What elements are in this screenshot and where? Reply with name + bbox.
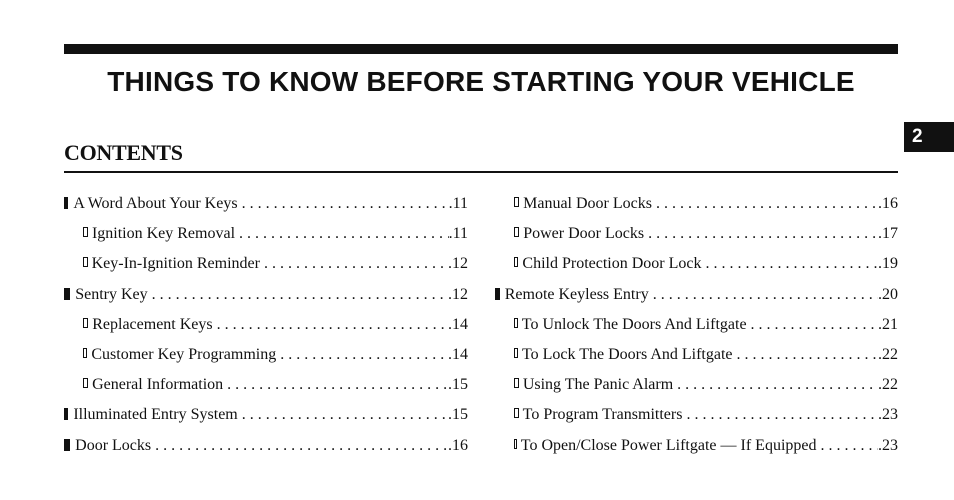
top-rule <box>64 44 898 54</box>
toc-entry-page: .12 <box>448 285 468 303</box>
dot-leader <box>652 189 878 219</box>
hollow-square-bullet-icon <box>83 257 88 267</box>
toc-entry-page: .16 <box>878 195 898 212</box>
filled-square-bullet-icon <box>495 288 500 300</box>
toc-left-column <box>64 189 468 461</box>
toc-entry-label: General Information <box>92 376 224 394</box>
dot-leader <box>238 400 448 430</box>
hollow-square-bullet-icon <box>514 408 519 418</box>
contents-heading: CONTENTS <box>64 140 183 165</box>
contents-rule <box>64 171 898 173</box>
dot-leader <box>238 189 449 219</box>
toc-entry-page: .12 <box>448 255 468 273</box>
toc-entry-page: .20 <box>878 285 898 303</box>
toc-entry-page: .23 <box>878 406 898 424</box>
toc-entry-page: .11 <box>448 225 468 243</box>
toc-entry-page: .11 <box>448 195 468 212</box>
toc-entry-page: .16 <box>448 436 468 454</box>
toc-entry-label: Customer Key Programming <box>91 345 277 363</box>
filled-square-bullet-icon <box>64 408 68 420</box>
toc-entry[interactable] <box>495 310 898 340</box>
toc-entry-page: .19 <box>878 255 898 273</box>
toc-entry[interactable] <box>495 431 898 461</box>
dot-leader <box>673 370 878 400</box>
toc-entry[interactable] <box>64 219 468 249</box>
toc-entry-label: To Program Transmitters <box>522 406 683 424</box>
dot-leader <box>644 219 878 249</box>
toc-entry-page: .23 <box>878 436 898 454</box>
hollow-square-bullet-icon <box>514 197 519 207</box>
filled-square-bullet-icon <box>64 288 70 300</box>
toc-entry[interactable] <box>64 310 468 340</box>
toc-entry[interactable] <box>64 189 468 219</box>
hollow-square-bullet-icon <box>514 257 518 267</box>
hollow-square-bullet-icon <box>514 439 517 449</box>
dot-leader <box>276 340 448 370</box>
dot-leader <box>148 280 448 310</box>
hollow-square-bullet-icon <box>83 378 88 388</box>
filled-square-bullet-icon <box>64 439 70 451</box>
toc-entry-label: To Unlock The Doors And Liftgate <box>521 315 747 333</box>
toc-right-column <box>495 189 898 461</box>
toc-entry-page: .15 <box>448 406 468 424</box>
hollow-square-bullet-icon <box>83 227 88 237</box>
toc-entry-page: .17 <box>878 225 898 243</box>
dot-leader <box>151 431 448 461</box>
toc-entry-label: Key-In-Ignition Reminder <box>91 255 260 273</box>
toc-entry[interactable] <box>495 219 898 249</box>
dot-leader <box>817 431 879 461</box>
toc-entry-page: .15 <box>448 376 468 394</box>
dot-leader <box>733 340 878 370</box>
toc-entry[interactable] <box>495 370 898 400</box>
toc-entry-label: Illuminated Entry System <box>73 406 238 424</box>
hollow-square-bullet-icon <box>514 348 518 358</box>
toc-entry-label: Child Protection Door Lock <box>522 255 702 273</box>
hollow-square-bullet-icon <box>83 318 88 328</box>
toc-entry-page: .22 <box>878 345 898 363</box>
toc-entry-label: To Lock The Doors And Liftgate <box>521 345 733 363</box>
dot-leader <box>702 249 879 279</box>
dot-leader <box>223 370 448 400</box>
toc-entry-label: Manual Door Locks <box>523 195 652 212</box>
hollow-square-bullet-icon <box>514 227 519 237</box>
chapter-tab: 2 <box>904 122 954 152</box>
toc-entry[interactable] <box>495 249 898 279</box>
hollow-square-bullet-icon <box>514 318 518 328</box>
chapter-title: THINGS TO KNOW BEFORE STARTING YOUR VEHICLE <box>107 66 855 97</box>
toc-entry-label: Ignition Key Removal <box>91 225 236 243</box>
toc-entry[interactable] <box>64 249 468 279</box>
toc-entry[interactable] <box>64 340 468 370</box>
toc-entry[interactable] <box>495 400 898 430</box>
dot-leader <box>260 249 448 279</box>
toc-entry[interactable] <box>64 431 468 461</box>
toc-entry-page: .14 <box>448 345 468 363</box>
toc-entry-label: Sentry Key <box>75 285 148 303</box>
toc-entry-label: Using The Panic Alarm <box>522 376 674 394</box>
dot-leader <box>649 280 878 310</box>
toc-entry-page: .22 <box>878 376 898 394</box>
toc-entry[interactable] <box>64 370 468 400</box>
filled-square-bullet-icon <box>64 197 68 209</box>
dot-leader <box>213 310 448 340</box>
toc-entry-label: Replacement Keys <box>92 315 213 333</box>
toc-entry-label: To Open/Close Power Liftgate — If Equipped <box>520 436 817 454</box>
hollow-square-bullet-icon <box>514 378 519 388</box>
toc-entry[interactable] <box>495 189 898 219</box>
hollow-square-bullet-icon <box>83 348 87 358</box>
toc-entry[interactable] <box>495 280 898 310</box>
toc-entry[interactable] <box>495 340 898 370</box>
toc-entry-label: Power Door Locks <box>523 225 645 243</box>
dot-leader <box>235 219 449 249</box>
toc-entry-page: .21 <box>878 315 898 333</box>
toc-entry-page: .14 <box>448 315 468 333</box>
toc-entry-label: A Word About Your Keys <box>73 195 238 212</box>
toc-entry-label: Door Locks <box>75 436 152 454</box>
toc-entry-label: Remote Keyless Entry <box>504 285 649 303</box>
dot-leader <box>747 310 878 340</box>
toc-entry[interactable] <box>64 280 468 310</box>
toc-entry[interactable] <box>64 400 468 430</box>
dot-leader <box>682 400 878 430</box>
